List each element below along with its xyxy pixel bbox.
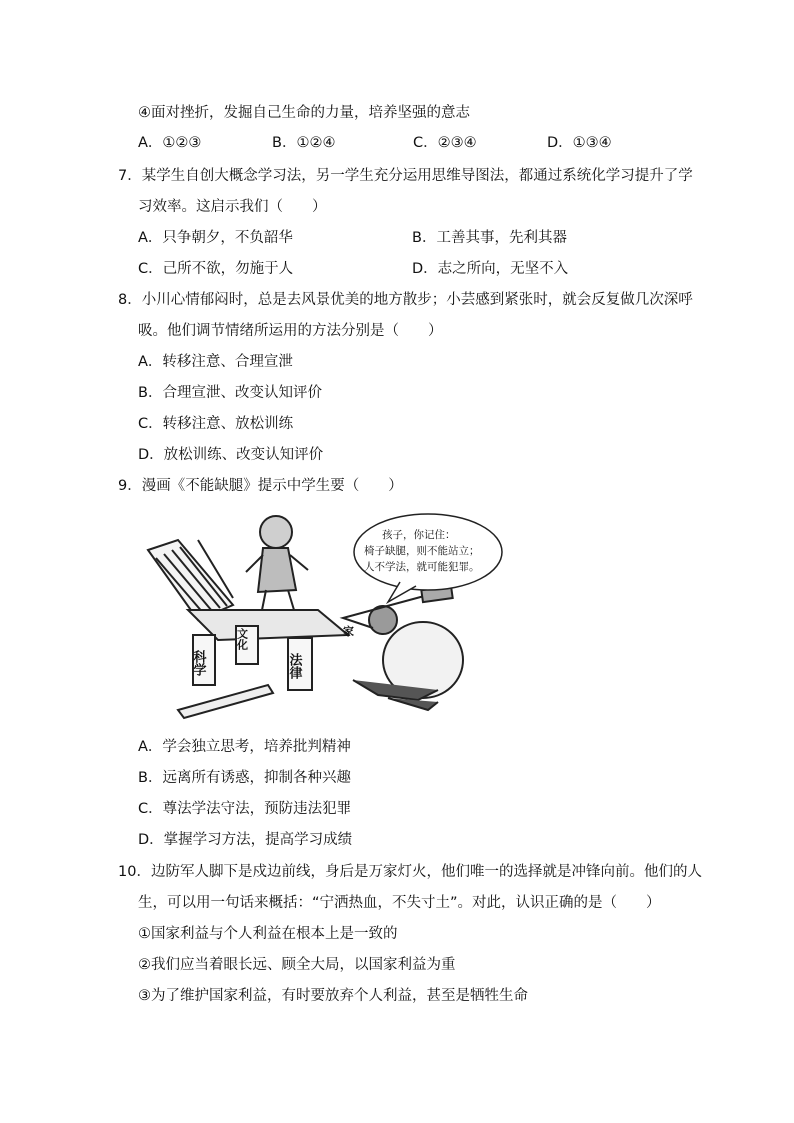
q8-stem-line2: 吸。他们调节情绪所运用的方法分别是（ ） — [138, 323, 443, 339]
q8-option-b: B．合理宣泄、改变认知评价 — [138, 385, 322, 401]
child-figure — [246, 516, 308, 610]
q9-stem: 9．漫画《不能缺腿》提示中学生要（ ） — [118, 478, 403, 494]
q9-option-a: A．学会独立思考，培养批判精神 — [138, 739, 351, 755]
q10-item-2: ②我们应当着眼长远、顾全大局，以国家利益为重 — [138, 957, 456, 973]
q7-option-a: A．只争朝夕，不负韶华 — [138, 230, 293, 246]
q10-stem-line1: 10．边防军人脚下是戍边前线，身后是万家灯火，他们唯一的选择就是冲锋向前。他们的人 — [118, 864, 702, 880]
speech-line-3: 人不学法，就可能犯罪。 — [364, 561, 480, 573]
q10-item-3: ③为了维护国家利益，有时要放弃个人利益，甚至是牺牲生命 — [138, 988, 528, 1004]
q7-stem-line2: 习效率。这启示我们（ ） — [138, 199, 327, 215]
q8-option-d: D．放松训练、改变认知评价 — [138, 447, 324, 463]
cartoon-image — [138, 510, 504, 720]
q6-option-b: B．①②④ — [272, 135, 336, 151]
q7-option-c: C．己所不欲，勿施于人 — [138, 261, 294, 277]
q6-option-d: D．①③④ — [547, 135, 612, 151]
q7-option-d: D．志之所向，无坚不入 — [412, 261, 569, 277]
q8-option-a: A．转移注意、合理宣泄 — [138, 354, 293, 370]
q6-item-4: ④面对挫折，发掘自己生命的力量，培养坚强的意志 — [138, 105, 470, 121]
adult-figure — [343, 586, 463, 710]
leg-label-culture: 文化 — [235, 628, 249, 650]
q9-option-b: B．远离所有诱惑，抑制各种兴趣 — [138, 770, 351, 786]
q6-option-a: A．①②③ — [138, 135, 202, 151]
speech-line-1: 孩子，你记住： — [382, 529, 456, 541]
speech-line-2: 椅子缺腿，则不能站立； — [364, 545, 480, 557]
q9-option-d: D．掌握学习方法，提高学习成绩 — [138, 832, 353, 848]
q7-option-b: B．工善其事，先利其器 — [412, 230, 567, 246]
leg-label-law: 法律 — [286, 653, 302, 679]
leg-label-science: 科学 — [190, 650, 206, 676]
speech-bubble — [354, 514, 502, 602]
q9-option-c: C．尊法学法守法，预防违法犯罪 — [138, 801, 352, 817]
q10-item-1: ①国家利益与个人利益在根本上是一致的 — [138, 926, 398, 942]
q6-option-c: C．②③④ — [413, 135, 477, 151]
q8-option-c: C．转移注意、放松训练 — [138, 416, 294, 432]
leg-label-extra: 家 — [343, 625, 354, 638]
q10-stem-line2: 生，可以用一句话来概括：“宁洒热血，不失寸土”。对此，认识正确的是（ ） — [138, 895, 661, 911]
q8-stem-line1: 8．小川心情郁闷时，总是去风景优美的地方散步；小芸感到紧张时，就会反复做几次深呼 — [118, 292, 693, 308]
q7-stem-line1: 7．某学生自创大概念学习法，另一学生充分运用思维导图法，都通过系统化学习提升了学 — [118, 168, 693, 184]
